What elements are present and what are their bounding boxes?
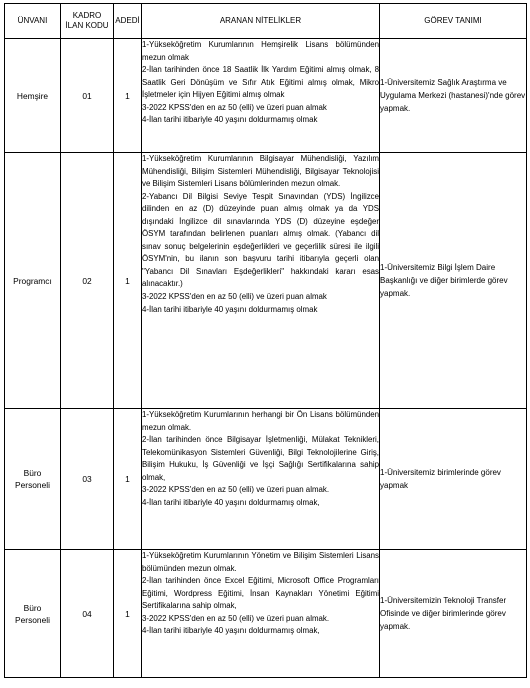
header-kadro-line2: İLAN KODU bbox=[65, 21, 109, 30]
table-header-row bbox=[5, 4, 527, 39]
requirement-item: 1-Yükseköğretim Kurumlarının Bilgisayar Mühendisliği, Yazılım Mühendisliği, Bilişim Sistemleri Mühendisliği, Bilgisayar Teknolojisi ve Bilişim Sistemleri Lisans bölümlerinden mezun olmak. bbox=[142, 154, 379, 189]
table-row bbox=[5, 39, 527, 153]
header-kadro-ilan-kodu bbox=[61, 4, 114, 39]
requirement-item: 2-İlan tarihinden önce Bilgisayar İşletmenliği, Mülakat Teknikleri, Telekomünikasyon Sistemleri Güvenliği, Bilgi Teknolojilerine Giriş, Bilişim Hukuku, İş Güvenliği ve İşçi Sağlığı Sertifikalarına sahip olmak, bbox=[142, 435, 379, 482]
position-count: 1 bbox=[114, 550, 142, 678]
position-count: 1 bbox=[114, 409, 142, 550]
requirement-item: 2-Yabancı Dil Bilgisi Seviye Tespit Sınavından (YDS) İngilizce dilinden en az (D) düzeyinde puan almış olmak ya da YDS dışındaki İngilizce dil sınavlarında YDS (D) düzeyine eşdeğer ÖSYM tarafından belirlenen puanları almış olmak. (Yabancı dil sınav sonuç belgelerinin eşdeğerlikleri ve geçerlilik süresi ile ilgili ÖSYM'nin, bu ilanın son başvuru tarihi itibarıyla geçerli olan "Yabancı Dil Sınavları Eşdeğerlikleri" hakkındaki kararı esas alınacaktır.) bbox=[142, 191, 379, 289]
position-title-line: Büro bbox=[23, 602, 42, 613]
duty-item: 1-Üniversitemizin Teknoloji Transfer Ofisinde ve diğer birimlerinde görev yapmak. bbox=[380, 596, 507, 631]
requirement-item: 4-İlan tarihi itibariyle 40 yaşını doldurmamış olmak, bbox=[142, 497, 320, 507]
duty-item: 1-Üniversitemiz birimlerinde görev yapmak bbox=[380, 468, 501, 490]
header-adet: ADEDİ bbox=[114, 4, 142, 39]
requirement-item: 2-İlan tarihinden önce 18 Saatlik İlk Yardım Eğitimi almış olmak, 8 Saatlik Geri Dönüşüm ve Sıfır Atık Eğitimi almış olmak, Mikro İşletmeler için Hijyen Eğitimi almış olmak bbox=[142, 65, 379, 100]
requirement-item: 3-2022 KPSS'den en az 50 (elli) ve üzeri puan almak bbox=[142, 292, 327, 302]
table-row bbox=[5, 409, 527, 550]
requirement-item: 1-Yükseköğretim Kurumlarının herhangi bir Ön Lisans bölümünden mezun olmak. bbox=[142, 410, 379, 432]
position-title bbox=[5, 39, 61, 153]
position-count: 1 bbox=[114, 39, 142, 153]
position-code: 01 bbox=[61, 39, 114, 153]
position-duty bbox=[380, 409, 527, 550]
position-title bbox=[5, 550, 61, 678]
position-count: 1 bbox=[114, 153, 142, 409]
requirement-item: 1-Yükseköğretim Kurumlarının Hemşirelik Lisans bölümünden mezun olmak bbox=[142, 40, 379, 62]
position-title-line: Hemşire bbox=[16, 90, 49, 101]
header-aranan-nitelikler: ARANAN NİTELİKLER bbox=[142, 4, 380, 39]
position-duty bbox=[380, 153, 527, 409]
position-title-line: Personeli bbox=[15, 614, 50, 625]
position-title-line: Büro bbox=[23, 468, 42, 478]
requirement-item: 4-İlan tarihi itibariyle 40 yaşını doldurmamış olmak bbox=[142, 115, 318, 125]
position-code: 03 bbox=[61, 409, 114, 550]
position-requirements bbox=[142, 153, 380, 409]
requirement-item: 3-2022 KPSS'den en az 50 (elli) ve üzeri puan almak. bbox=[142, 613, 330, 623]
header-gorev-tanimi: GÖREV TANIMI bbox=[380, 4, 527, 39]
position-title-line: Personeli bbox=[15, 480, 50, 490]
position-title bbox=[5, 153, 61, 409]
requirement-item: 2-İlan tarihinden önce Excel Eğitimi, Microsoft Office Programları Eğitimi, Wordpress Eğitimi, İnsan Kaynakları Yönetimi Eğitimi Sertifikalarına sahip olmak, bbox=[142, 576, 379, 611]
position-duty bbox=[380, 39, 527, 153]
requirement-item: 1-Yükseköğretim Kurumlarının Yönetim ve Bilişim Sistemleri Lisans bölümünden mezun olmak. bbox=[142, 551, 379, 573]
position-requirements bbox=[142, 39, 380, 153]
duty-item: 1-Üniversitemiz Sağlık Araştırma ve Uygulama Merkezi (hastanesi)'nde görev yapmak. bbox=[380, 78, 526, 113]
header-unvan: ÜNVANI bbox=[5, 4, 61, 39]
position-requirements bbox=[142, 409, 380, 550]
position-code: 04 bbox=[61, 550, 114, 678]
requirement-item: 3-2022 KPSS'den en az 50 (elli) ve üzeri puan almak. bbox=[142, 485, 330, 495]
position-title-line: Programcı bbox=[13, 275, 52, 286]
position-duty bbox=[380, 550, 527, 678]
requirement-item: 4-İlan tarihi itibariyle 40 yaşını doldurmamış olmak, bbox=[142, 626, 320, 636]
requirement-item: 3-2022 KPSS'den en az 50 (elli) ve üzeri puan almak bbox=[142, 102, 327, 112]
requirement-item: 4-İlan tarihi itibariyle 40 yaşını doldurmamış olmak bbox=[142, 304, 318, 314]
duty-item: 1-Üniversitemiz Bilgi İşlem Daire Başkanlığı ve diğer birimlerde görev yapmak. bbox=[380, 263, 508, 298]
position-code: 02 bbox=[61, 153, 114, 409]
table-row bbox=[5, 153, 527, 409]
position-title bbox=[5, 409, 61, 550]
positions-table bbox=[4, 3, 527, 678]
table-row bbox=[5, 550, 527, 678]
header-kadro-line1: KADRO bbox=[72, 11, 102, 20]
position-requirements bbox=[142, 550, 380, 678]
